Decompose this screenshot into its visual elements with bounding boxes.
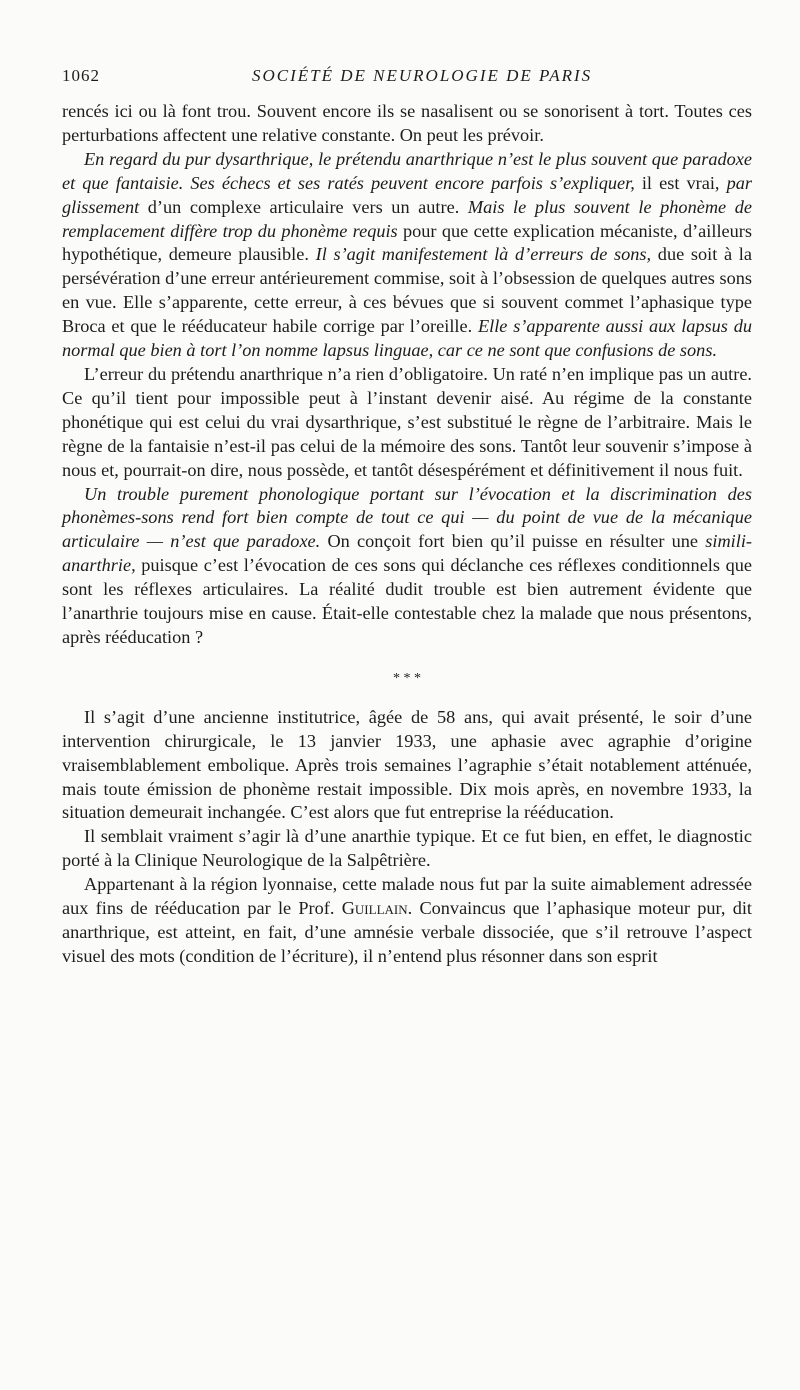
body-text: [62, 100, 752, 969]
paragraph-7: [62, 873, 752, 969]
paragraph-4: [62, 483, 752, 650]
p2-roman-d: d’un complexe articulaire vers un autre.: [139, 196, 468, 217]
p7-period: .: [407, 898, 413, 919]
p7-roman-a: Appartenant à la région lyonnaise, cette malade nous fut par la suite aimablement adressée aux fins de rééducation par le Prof.: [62, 874, 752, 919]
p7-roman-d: Convaincus que l’aphasique moteur pur, dit anarthrique, est atteint, en fait, d’une amnésie verbale dissociée, que s’il retrouve l’aspect visuel des mots (condition de l’écriture), il n’entend plus résonner dans son esprit: [62, 898, 752, 966]
p4-roman-d: puisque c’est l’évocation de ces sons qui déclanche ces réflexes conditionnels que sont les réflexes articulaires. La réalité dudit trouble est bien autrement évidente que l’anarthrie toujours mise en cause. Était-elle contestable chez la malade que nous présentons, après rééducation ?: [62, 555, 752, 647]
paragraph-6: Il semblait vraiment s’agir là d’une anarthie typique. Et ce fut bien, en effet, le diagnostic porté à la Clinique Neurologique de la Salpêtrière.: [62, 826, 752, 871]
p2-italic-g: Il s’agit manifestement là d’erreurs de sons,: [315, 244, 652, 265]
paragraph-5: Il s’agit d’une ancienne institutrice, âgée de 58 ans, qui avait présenté, le soir d’une intervention chirurgicale, le 13 janvier 1933, une aphasie avec agraphie d’origine vraisemblablement embolique. Après trois semaines l’agraphie s’était notablement atténuée, mais toute émission de phonème restait impossible. Dix mois après, en novembre 1933, la situation demeurait inchangée. C’est alors que fut entreprise la rééducation.: [62, 706, 752, 823]
paragraph-3: L’erreur du prétendu anarthrique n’a rien d’obligatoire. Un raté n’en implique pas un autre. Ce qu’il tient pour impossible peut à l’instant devenir aisé. Au régime de la constante phonétique qui est celui du vrai dysarthrique, s’est substitué le règne de l’arbitraire. Mais le règne de la fantaisie n’est-il pas celui de la mémoire des sons. Tantôt leur souvenir s’impose à nous et, pourrait-on dire, nous possède, et tantôt désespérément et définitivement il nous fuit.: [62, 363, 752, 480]
p2-roman-b: il est vrai,: [634, 172, 727, 193]
running-title: SOCIÉTÉ DE NEUROLOGIE DE PARIS: [252, 66, 593, 85]
page-number: 1062: [62, 66, 100, 85]
section-separator: * * *: [393, 670, 421, 686]
p2-italic-c: par glissement: [62, 172, 752, 217]
p4-italic-a: Un trouble purement phonologique portant sur l’évocation et la discrimination des phonèmes-sons rend fort bien compte de tout ce qui — du point de vue de la mécanique articulaire — n’est que paradoxe.: [62, 483, 752, 552]
p2-roman-f: pour que cette explication mécaniste, d’ailleurs hypothétique, demeure plausible.: [62, 220, 752, 265]
p7-author-name: Guillain: [341, 898, 408, 919]
p4-italic-c: simili-anarthrie,: [62, 531, 753, 576]
p2-italic-e: Mais le plus souvent le phonème de remplacement diffère trop du phonème requis: [62, 196, 753, 241]
p2-italic-a: En regard du pur dysarthrique, le prétendu anarthrique n’est le plus souvent que paradoxe et que fantaisie. Ses échecs et ses ratés peuvent encore parfois s’expliquer,: [62, 148, 752, 193]
p2-italic-i: Elle s’apparente aussi aux lapsus du normal que bien à tort l’on nomme lapsus linguae, car ce ne sont que confusions de sons.: [62, 316, 752, 361]
paragraph-2: [62, 148, 752, 363]
p4-roman-b: On conçoit fort bien qu’il puisse en résulter une: [320, 531, 706, 552]
paragraph-1: rencés ici ou là font trou. Souvent encore ils se nasalisent ou se sonorisent à tort. Toutes ces perturbations affectent une relative constante. On peut les prévoir.: [62, 101, 752, 145]
p2-roman-h: due soit à la persévération d’une erreur antérieurement commise, soit à l’obsession de quelques autres sons en vue. Elle s’apparente, cette erreur, à ces bévues que si souvent commet l’aphasique type Broca et que le rééducateur habile corrige par l’oreille.: [62, 244, 752, 337]
